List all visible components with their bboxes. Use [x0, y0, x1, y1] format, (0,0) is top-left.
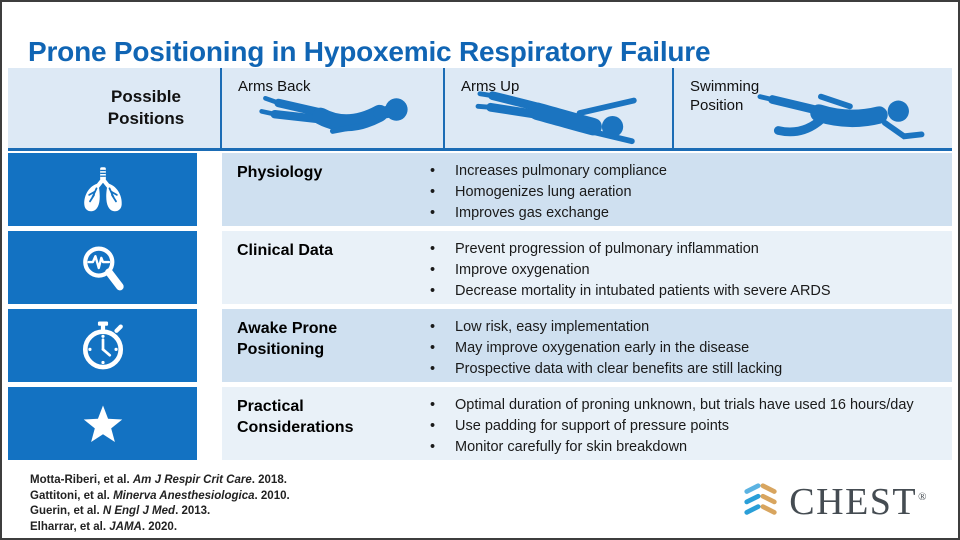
position-label: Swimming Position: [690, 78, 760, 114]
prone-person-arms-back-icon: [249, 88, 439, 146]
position-swimming: [674, 68, 952, 148]
row-physiology: [8, 153, 952, 226]
bullet-list: [420, 161, 946, 226]
bullet-item: • Improve oxygenation: [420, 260, 946, 281]
bullet-item: • Prospective data with clear benefits are still lacking: [420, 359, 946, 380]
row-gap: [197, 387, 222, 460]
clinical-data-panel: [222, 231, 952, 304]
bullet-item: • May improve oxygenation early in the disease: [420, 338, 946, 359]
citation-list: [30, 473, 290, 535]
row-awake-prone-positioning: [8, 309, 952, 382]
awake-prone-panel: [222, 309, 952, 382]
citation-line: Motta-Riberi, et al. Am J Respir Crit Care. 2018.: [30, 474, 287, 486]
content-rows: [8, 153, 952, 460]
page-title: Prone Positioning in Hypoxemic Respiratory Failure: [28, 35, 711, 67]
positions-header-label-cell: [8, 68, 220, 148]
stopwatch-icon: [76, 319, 130, 373]
chest-wordmark: CHEST®: [789, 481, 928, 523]
registered-mark: ®: [918, 491, 928, 503]
position-label: Arms Back: [238, 78, 311, 95]
bullet-item: • Monitor carefully for skin breakdown: [420, 437, 946, 458]
bullet-item: • Prevent progression of pulmonary inflammation: [420, 239, 946, 260]
prone-person-arms-up-icon: [468, 86, 668, 146]
bullet-item: • Increases pulmonary compliance: [420, 161, 946, 182]
bullet-item: • Optimal duration of proning unknown, but trials have used 16 hours/day: [420, 395, 946, 416]
row-label: Practical Considerations: [237, 398, 354, 436]
bullet-list: [420, 317, 946, 382]
row-practical-considerations: [8, 387, 952, 460]
magnifier-ecg-icon: [76, 241, 130, 295]
bullet-item: • Decrease mortality in intubated patients with severe ARDS: [420, 281, 946, 302]
bullet-list: [420, 395, 946, 460]
citation-line: Gattitoni, et al. Minerva Anesthesiologica. 2010.: [30, 489, 290, 502]
physiology-icon-cell: [8, 153, 197, 226]
row-gap: [197, 153, 222, 226]
row-label: Clinical Data: [237, 242, 334, 259]
awake-prone-icon-cell: [8, 309, 197, 382]
citation-line: Guerin, et al. N Engl J Med. 2013.: [30, 505, 211, 517]
row-label: Physiology: [237, 164, 323, 181]
practical-icon-cell: [8, 387, 197, 460]
practical-panel: [222, 387, 952, 460]
bullet-item: • Use padding for support of pressure points: [420, 416, 946, 437]
lungs-icon: [77, 164, 129, 216]
bullet-list: [420, 239, 946, 304]
positions-header-label: Possible Positions: [107, 86, 185, 128]
star-icon: [76, 397, 130, 451]
chest-logo: [742, 477, 928, 522]
citation-line: Elharrar, et al. JAMA. 2020.: [30, 520, 178, 533]
row-label: Awake Prone Positioning: [237, 320, 338, 358]
row-gap: [197, 309, 222, 382]
bullet-item: • Improves gas exchange: [420, 203, 946, 224]
row-clinical-data: [8, 231, 952, 304]
position-label: Arms Up: [461, 78, 520, 95]
row-gap: [197, 231, 222, 304]
clinical-data-icon-cell: [8, 231, 197, 304]
positions-header: [8, 68, 952, 151]
position-arms-up: [445, 68, 672, 148]
position-arms-back: [222, 68, 443, 148]
prone-person-swimming-icon: [748, 86, 948, 146]
physiology-panel: [222, 153, 952, 226]
chest-logo-icon: [742, 481, 780, 519]
bullet-item: • Homogenizes lung aeration: [420, 182, 946, 203]
bullet-item: • Low risk, easy implementation: [420, 317, 946, 338]
